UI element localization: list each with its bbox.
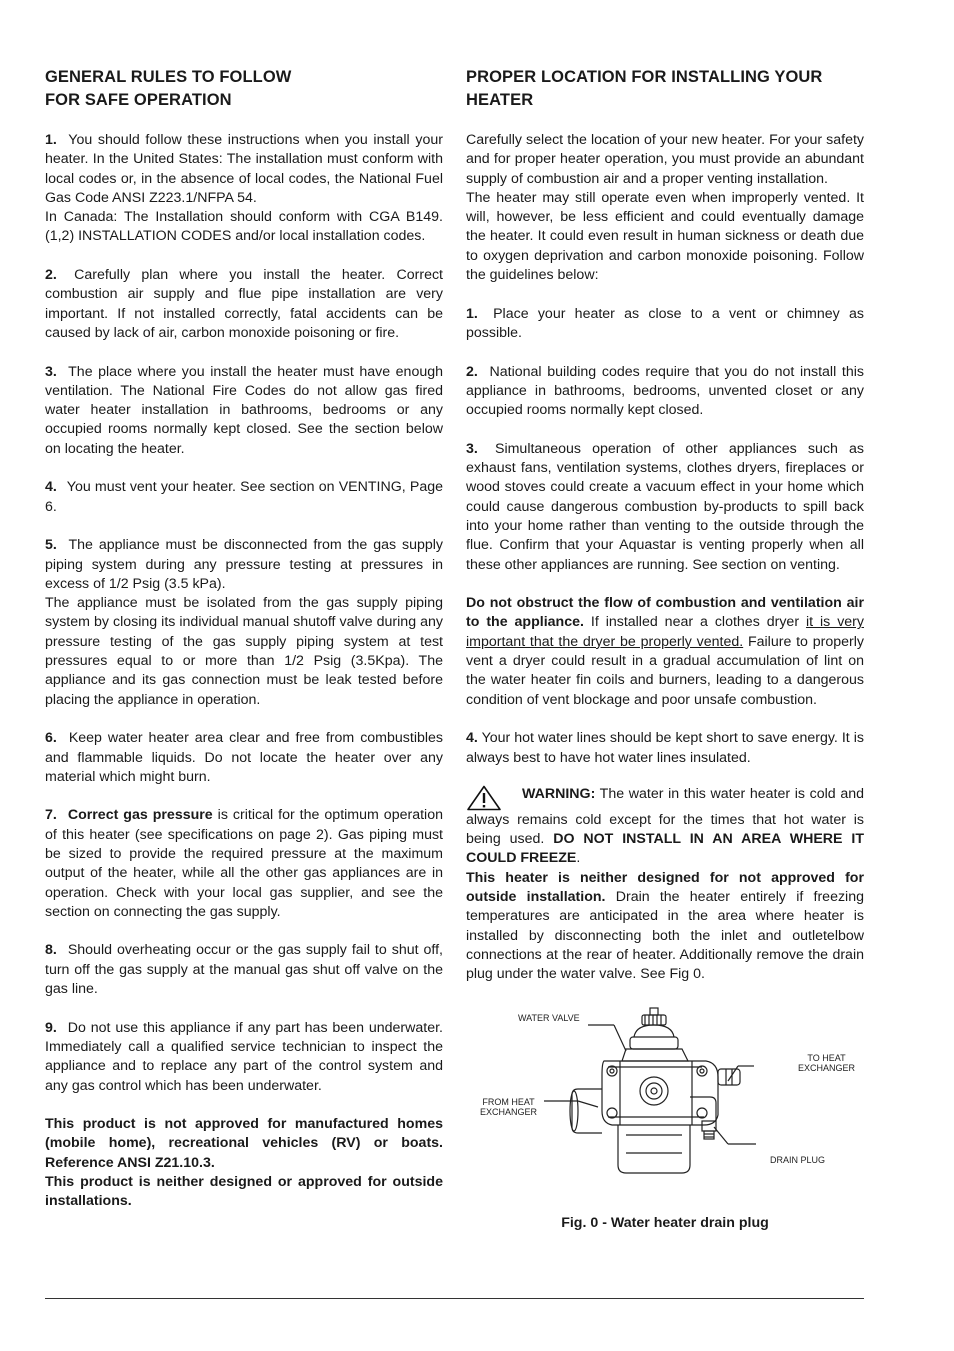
rule-6-text: Keep water heater area clear and free from combustibles and flammable liquids. Do not locate the heater over any material which might burn. — [45, 730, 443, 785]
outside-installation — [466, 869, 864, 985]
label-from-heat-exchanger — [480, 1097, 537, 1117]
rule-2-text: Carefully plan where you install the heater. Correct combustion air supply and flue pipe installation are very important. If not installed correctly, fatal accidents can be caused by lack of air, carbon monoxide poisoning or fire. — [45, 267, 443, 341]
rule-3-text: The place where you install the heater must have enough ventilation. The National Fire Codes do not allow gas fired water heater installation in bathrooms, bedrooms or any occupied rooms normally kept closed. See the section below on locating the heater. — [45, 363, 443, 457]
warning-label: WARNING: — [522, 785, 596, 802]
rule-9-text: Do not use this appliance if any part has been underwater. Immediately call a qualified service technician to inspect the appliance and to replace any part of the control system and any gas control which has been underwater. — [45, 1019, 443, 1094]
rule-2-number: 2. — [45, 267, 57, 284]
outside-bold: This heater is neither designed for not approved for outside installation. — [466, 869, 864, 905]
location-intro-1: Carefully select the location of your new heater. For your safety and for proper heater operation, you must provide an abundant supply of combustion air and a proper venting installation. — [466, 132, 864, 187]
warning-bold: DO NOT INSTALL IN AN AREA WHERE IT COULD FREEZE — [466, 831, 864, 867]
location-item-2-number: 2. — [466, 363, 478, 380]
warning-text: The water in this water heater is cold and always remains cold except for the times that hot water is being used. — [466, 785, 864, 848]
location-item-1 — [466, 305, 864, 344]
rule-1-canada: In Canada: The Installation should conform with CGA B149.(1,2) INSTALLATION CODES and/or local installation codes. — [45, 209, 443, 245]
notice-not-approved: This product is not approved for manufactured homes (mobile home), recreational vehicles (RV) or boats. Reference ANSI Z21.10.3. — [45, 1116, 443, 1171]
proper-location-heading-line1: PROPER LOCATION FOR INSTALLING YOUR — [466, 68, 823, 86]
warning-paragraph — [466, 785, 864, 869]
rule-9-number: 9. — [45, 1019, 57, 1036]
rule-7-number: 7. — [45, 807, 57, 824]
obstruct-notice — [466, 594, 864, 710]
rule-9 — [45, 1019, 443, 1096]
rule-3 — [45, 363, 443, 459]
figure-caption: Fig. 0 - Water heater drain plug — [561, 1215, 769, 1232]
rule-1-number: 1. — [45, 132, 57, 148]
rule-5-isolation: The appliance must be isolated from the gas supply piping system by closing its individual manual shutoff valve during any pressure testing of the gas supply piping system at test pressures equal to or more than 1/2 Psig (3.5Kpa). The appliance and its gas connection must be leak tested before placing the appliance in operation. — [45, 595, 443, 708]
obstruct-underline: it is very important that the dryer be properly vented. — [466, 614, 864, 650]
location-item-3 — [466, 440, 864, 575]
warning-end: . — [576, 850, 581, 867]
notice-outside: This product is neither designed or approved for outside installations. — [45, 1174, 443, 1210]
rule-6-number: 6. — [45, 730, 57, 747]
obstruct-bold: Do not obstruct the flow of combustion and ventilation air to the appliance. — [466, 595, 864, 631]
location-item-1-text: Place your heater as close to a vent or chimney as possible. — [466, 305, 864, 341]
label-drain-plug: DRAIN PLUG — [770, 1155, 826, 1166]
location-intro-2: The heater may still operate even when improperly vented. It will, however, be less efficient and could eventually damage the heater. It could even result in human sickness or death due to oxygen deprivation and carbon monoxide poisoning. Follow the guidelines below: — [466, 189, 864, 284]
rule-8-text: Should overheating occur or the gas supply fail to shut off, turn off the gas supply at the manual gas shut off valve on the gas line. — [45, 942, 443, 998]
rule-2 — [45, 266, 443, 343]
location-item-4-number: 4. — [466, 730, 478, 747]
label-water-valve: WATER VALVE — [518, 1013, 580, 1024]
rule-5-text: The appliance must be disconnected from the gas supply piping system during any pressure testing at pressures in excess of 1/2 Psig (3.5 kPa). — [45, 537, 444, 592]
location-item-2 — [466, 363, 864, 421]
location-item-1-number: 1. — [466, 305, 478, 322]
rule-6 — [45, 729, 443, 787]
rule-4-text: You must vent your heater. See section on VENTING, Page 6. — [45, 479, 444, 515]
left-column — [45, 66, 443, 1212]
obstruct-text-2: Failure to properly vent a dryer could result in a gradual accumulation of lint on the water heater fin coils and burners, leading to a dangerous condition of vent blockage and poor unsafe combustion. — [466, 633, 864, 708]
location-item-3-number: 3. — [466, 440, 478, 457]
warning-triangle-icon — [466, 785, 502, 811]
location-item-4-text: Your hot water lines should be kept short to save energy. It is always best to have hot water lines insulated. — [466, 730, 864, 766]
obstruct-text-1: If installed near a clothes dryer — [583, 614, 806, 631]
rule-4 — [45, 478, 443, 517]
right-column — [466, 66, 864, 1231]
rule-7 — [45, 806, 443, 922]
label-to-heat-line2: EXCHANGER — [798, 1063, 856, 1074]
water-valve-figure — [466, 1003, 864, 1213]
label-to-heat-line1: TO HEAT — [807, 1053, 846, 1064]
rule-8-number: 8. — [45, 942, 57, 959]
location-item-3-text: Simultaneous operation of other appliances such as exhaust fans, ventilation systems, clothes dryers, fireplaces or wood stoves could create a vacuum effect in your home which could cause dangerous combustion by-products to spill back into your home rather than venting to the outside through the flue. Confirm that your Aquastar is venting properly when all these other appliances are running. See section on venting. — [466, 440, 864, 573]
rule-7-bold: Correct gas pressure — [67, 807, 213, 824]
label-to-heat-exchanger — [798, 1053, 855, 1073]
rule-4-number: 4. — [45, 479, 57, 496]
general-rules-heading-line2: FOR SAFE OPERATION — [45, 91, 232, 109]
rule-5-number: 5. — [45, 537, 57, 554]
rule-1-text: You should follow these instructions when you install your heater. In the United States: The installation must conform with local codes or, in the absence of local codes, the National Fuel Gas Code ANSI Z223.1/NFPA 54. — [45, 132, 444, 206]
proper-location-heading — [466, 66, 864, 112]
proper-location-heading-line2: HEATER — [466, 91, 534, 109]
rule-5 — [45, 536, 443, 594]
rule-7-text: is critical for the optimum operation of this heater (see specifications on page 2). Gas piping must be sized to provide the required pressure at the maximum output of the heater, while all the other gas appliances are in operation. Check with your local gas supplier, and see the section on connecting the gas supply. — [45, 807, 443, 920]
location-item-4 — [466, 729, 864, 768]
label-from-heat-line2: EXCHANGER — [480, 1107, 538, 1118]
rule-8 — [45, 941, 443, 999]
outside-text: Drain the heater entirely if freezing temperatures are anticipated in the area where heater is installed by disconnecting both the inlet and outletelbow connections at the rear of heater. Additionally remove the drain plug under the water valve. See Fig 0. — [466, 888, 864, 983]
general-rules-heading-line1: GENERAL RULES TO FOLLOW — [45, 68, 292, 86]
bottom-divider — [45, 1298, 864, 1299]
rule-3-number: 3. — [45, 363, 57, 380]
label-from-heat-line1: FROM HEAT — [482, 1097, 535, 1108]
general-rules-heading — [45, 66, 443, 112]
location-item-2-text: National building codes require that you do not install this appliance in bathrooms, bedrooms, unvented closet or any occupied rooms normally kept closed. — [466, 363, 864, 419]
rule-1 — [45, 131, 443, 208]
